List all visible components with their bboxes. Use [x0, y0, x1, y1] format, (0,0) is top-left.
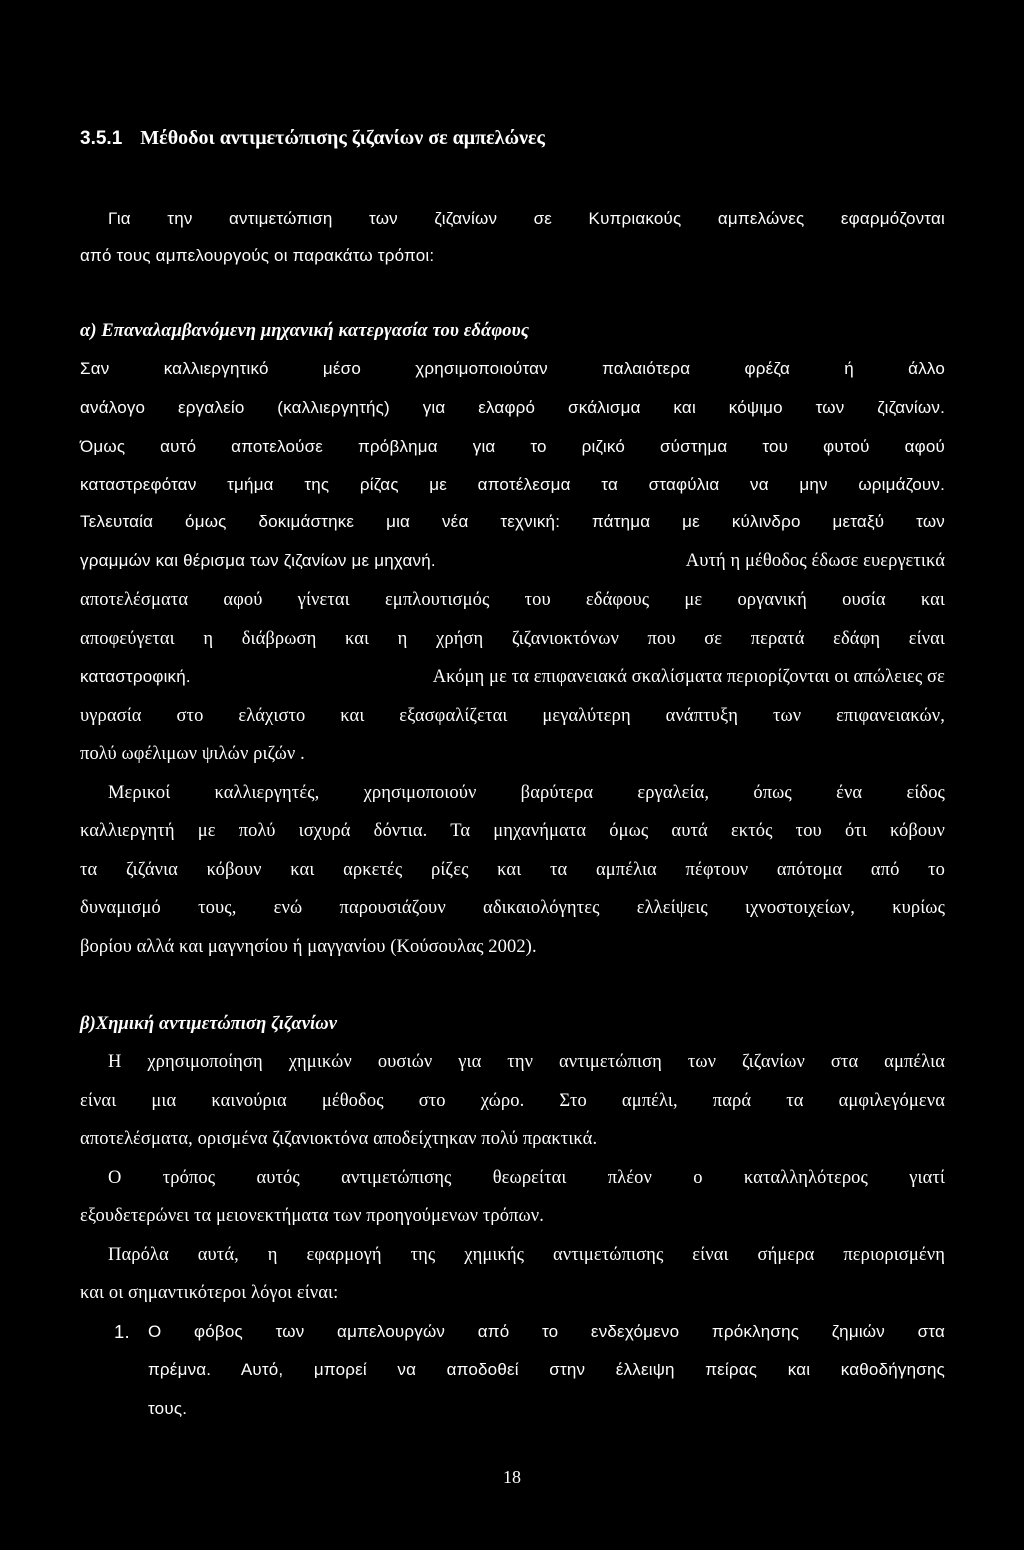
paragraph-line: Σαν καλλιεργητικό μέσο χρησιμοποιούταν παλαιότερα φρέζα ή άλλο [80, 359, 945, 378]
serif-text: Ακόμη με τα επιφανειακά σκαλίσματα περιορίζονται οι απώλειες σε [432, 667, 945, 687]
paragraph-line: και οι σημαντικότεροι λόγοι είναι: [80, 1283, 339, 1303]
list-item-number: 1. [114, 1321, 130, 1342]
paragraph-line: Παρόλα αυτά, η εφαρμογή της χημικής αντιμετώπισης είναι σήμερα περιορισμένη [108, 1245, 945, 1265]
section-heading [80, 127, 545, 150]
paragraph-line: τα ζιζάνια κόβουν και αρκετές ρίζες και τα αμπέλια πέφτουν απότομα από το [80, 860, 945, 880]
paragraph-line: δυναμισμό τους, ενώ παρουσιάζουν αδικαιολόγητες ελλείψεις ιχνοστοιχείων, κυρίως [80, 898, 945, 918]
intro-line-2: από τους αμπελουργούς οι παρακάτω τρόποι: [80, 246, 435, 265]
paragraph-line: εξουδετερώνει τα μειονεκτήματα των προηγούμενων τρόπων. [80, 1206, 544, 1226]
paragraph-line-mixed [80, 665, 945, 689]
paragraph-line: Μερικοί καλλιεργητές, χρησιμοποιούν βαρύτερα εργαλεία, όπως ένα είδος [108, 783, 945, 803]
subsection-b-title: β)Χημική αντιμετώπιση ζιζανίων [80, 1014, 338, 1034]
page-number: 18 [503, 1467, 521, 1487]
paragraph-line: Ο τρόπος αυτός αντιμετώπισης θεωρείται πλέον ο καταλληλότερος γιατί [108, 1168, 945, 1188]
paragraph-line: Όμως αυτό αποτελούσε πρόβλημα για το ριζικό σύστημα του φυτού αφού [80, 437, 945, 456]
paragraph-line: Η χρησιμοποίηση χημικών ουσιών για την αντιμετώπιση των ζιζανίων στα αμπέλια [108, 1052, 945, 1072]
paragraph-line: καταστρεφόταν τμήμα της ρίζας με αποτέλεσμα τα σταφύλια να μην ωριμάζουν. [80, 475, 945, 494]
section-number: 3.5.1 [80, 128, 123, 149]
paragraph-line: αποτελέσματα, ορισμένα ζιζανιοκτόνα αποδείχτηκαν πολύ πρακτικά. [80, 1129, 598, 1149]
serif-text: Αυτή η μέθοδος έδωσε ευεργετικά [685, 551, 945, 571]
paragraph-line: καλλιεργητή με πολύ ισχυρά δόντια. Τα μηχανήματα όμως αυτά εκτός του ότι κόβουν [80, 821, 945, 841]
subsection-a-title: α) Επαναλαμβανόμενη μηχανική κατεργασία του εδάφους [80, 321, 530, 341]
section-title: Μέθοδοι αντιμετώπισης ζιζανίων σε αμπελώνες [140, 127, 545, 149]
list-item-line: Ο φόβος των αμπελουργών από το ενδεχόμενο πρόκλησης ζημιών στα [148, 1322, 945, 1341]
paragraph-line: αποτελέσματα αφού γίνεται εμπλουτισμός του εδάφους με οργανική ουσία και [80, 590, 945, 610]
paragraph-line: Τελευταία όμως δοκιμάστηκε μια νέα τεχνική: πάτημα με κύλινδρο μεταξύ των [80, 512, 945, 531]
paragraph-line: ανάλογο εργαλείο (καλλιεργητής) για ελαφρό σκάλισμα και κόψιμο των ζιζανίων. [80, 398, 945, 417]
paragraph-line: πολύ ωφέλιμων ψιλών ριζών . [80, 744, 305, 764]
paragraph-line: βορίου αλλά και μαγνησίου ή μαγγανίου (Κούσουλας 2002). [80, 937, 537, 957]
list-item-line: πρέμνα. Αυτό, μπορεί να αποδοθεί στην έλλειψη πείρας και καθοδήγησης [148, 1360, 945, 1379]
paragraph-line: αποφεύγεται η διάβρωση και η χρήση ζιζανιοκτόνων που σε περατά εδάφη είναι [80, 629, 945, 649]
intro-line-1: Για την αντιμετώπιση των ζιζανίων σε Κυπριακούς αμπελώνες εφαρμόζονται [108, 209, 945, 228]
paragraph-line-mixed [80, 549, 945, 573]
paragraph-line: είναι μια καινούρια μέθοδος στο χώρο. Στο αμπέλι, παρά τα αμφιλεγόμενα [80, 1091, 945, 1111]
sans-text: καταστροφική. [80, 667, 191, 686]
paragraph-line: υγρασία στο ελάχιστο και εξασφαλίζεται μεγαλύτερη ανάπτυξη των επιφανειακών, [80, 706, 945, 726]
list-item-line: τους. [148, 1399, 188, 1418]
sans-text: γραμμών και θέρισμα των ζιζανίων με μηχανή. [80, 551, 436, 570]
